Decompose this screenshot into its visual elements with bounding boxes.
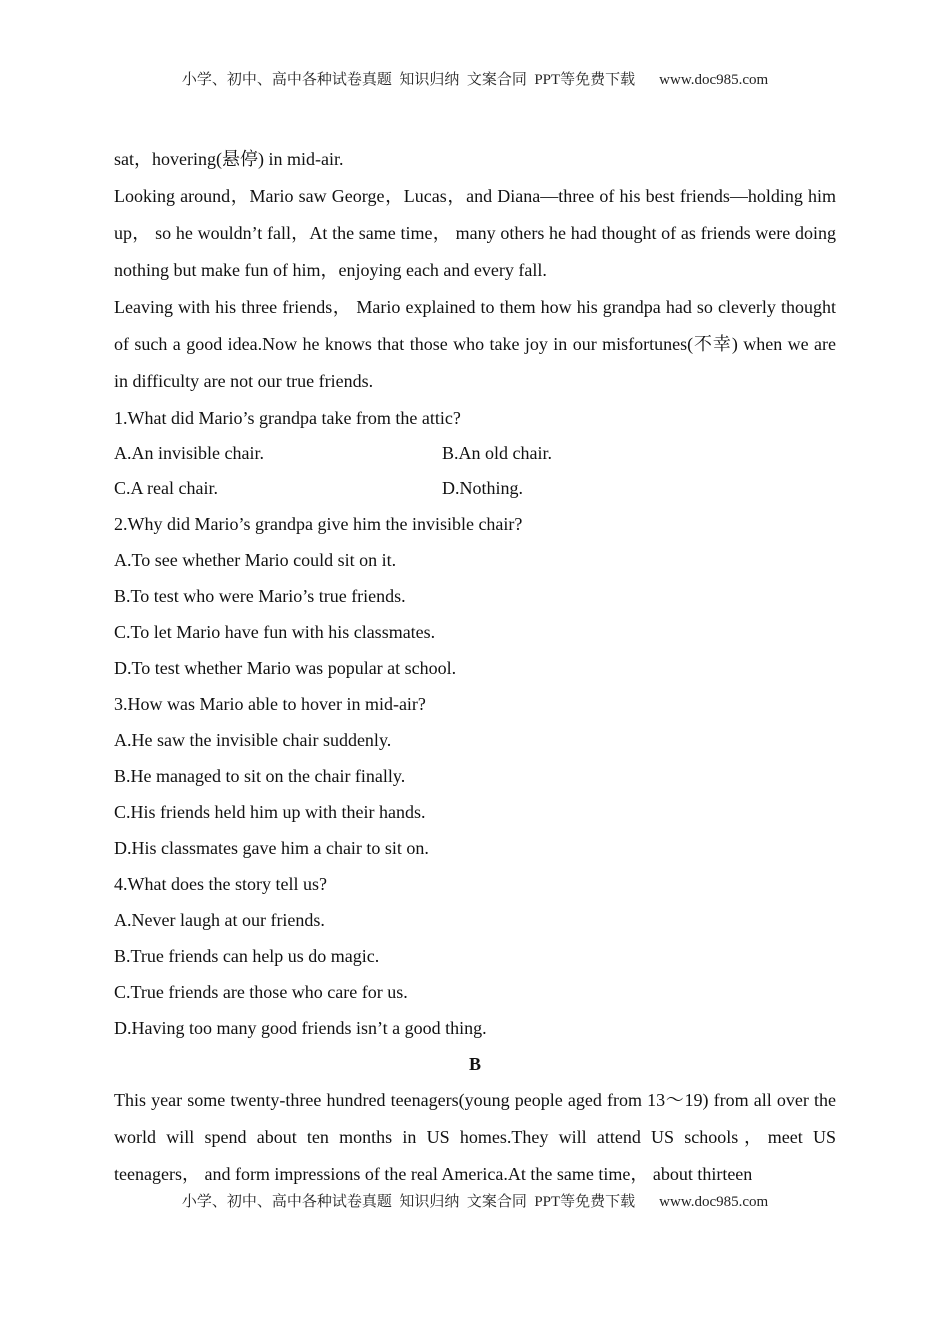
question-3 — [114, 686, 836, 866]
option-d: D.His classmates gave him a chair to sit on. — [114, 838, 429, 858]
question-stem: 2.Why did Mario’s grandpa give him the invisible chair? — [114, 514, 523, 534]
passage-paragraph: Looking around，Mario saw George，Lucas，and Diana—three of his best friends—holding him up， so he wouldn’t fall，At the same time， many others he had thought of as friends were doing nothing but make fun of him，enjoying each and every fall. — [114, 186, 836, 280]
option-b: B.He managed to sit on the chair finally. — [114, 766, 406, 786]
option-c: C.To let Mario have fun with his classmates. — [114, 622, 436, 642]
passage-line: sat，hovering(悬停) in mid-air. — [114, 149, 344, 169]
question-2 — [114, 506, 836, 686]
option-c: C.His friends held him up with their hands. — [114, 802, 426, 822]
footer-text: 小学、初中、高中各种试卷真题 知识归纳 文案合同 PPT等免费下载 — [181, 1194, 636, 1210]
section-b-title: B — [468, 1054, 481, 1074]
option-b: B.True friends can help us do magic. — [114, 946, 380, 966]
option-b: B.To test who were Mario’s true friends. — [114, 586, 406, 606]
option-d: D.Having too many good friends isn’t a good thing. — [114, 1018, 487, 1038]
page-footer — [0, 1190, 950, 1211]
option-c: C.True friends are those who care for us. — [114, 982, 408, 1002]
header-text: 小学、初中、高中各种试卷真题 知识归纳 文案合同 PPT等免费下载 — [181, 72, 636, 88]
header-site: www.doc985.com — [659, 72, 769, 88]
question-stem: 3.How was Mario able to hover in mid-air? — [114, 694, 426, 714]
option-c: C.A real chair. — [114, 478, 218, 498]
option-a: A.He saw the invisible chair suddenly. — [114, 730, 392, 750]
option-row — [114, 471, 836, 506]
option-a: A.Never laugh at our friends. — [114, 910, 325, 930]
footer-site: www.doc985.com — [659, 1194, 769, 1210]
option-d: D.To test whether Mario was popular at school. — [114, 658, 457, 678]
question-stem: 4.What does the story tell us? — [114, 874, 327, 894]
option-d: D.Nothing. — [442, 478, 523, 498]
option-b: B.An old chair. — [442, 443, 552, 463]
page-header — [0, 68, 950, 89]
question-4 — [114, 866, 836, 1046]
question-stem: 1.What did Mario’s grandpa take from the attic? — [114, 408, 461, 428]
option-a: A.To see whether Mario could sit on it. — [114, 550, 397, 570]
option-a: A.An invisible chair. — [114, 443, 264, 463]
page-content — [114, 141, 836, 1193]
question-1 — [114, 400, 836, 506]
section-b-paragraph: This year some twenty-three hundred teenagers(young people aged from 13～19) from all over the world will spend about ten months in US homes.They will attend US schools，meet US teenagers， and form impressions of the real America.At the same time， about thirteen — [114, 1090, 836, 1184]
option-row — [114, 436, 836, 471]
passage-paragraph: Leaving with his three friends， Mario explained to them how his grandpa had so cleverly thought of such a good idea.Now he knows that those who take joy in our misfortunes(不幸) when we are in difficulty are not our true friends. — [114, 297, 836, 391]
